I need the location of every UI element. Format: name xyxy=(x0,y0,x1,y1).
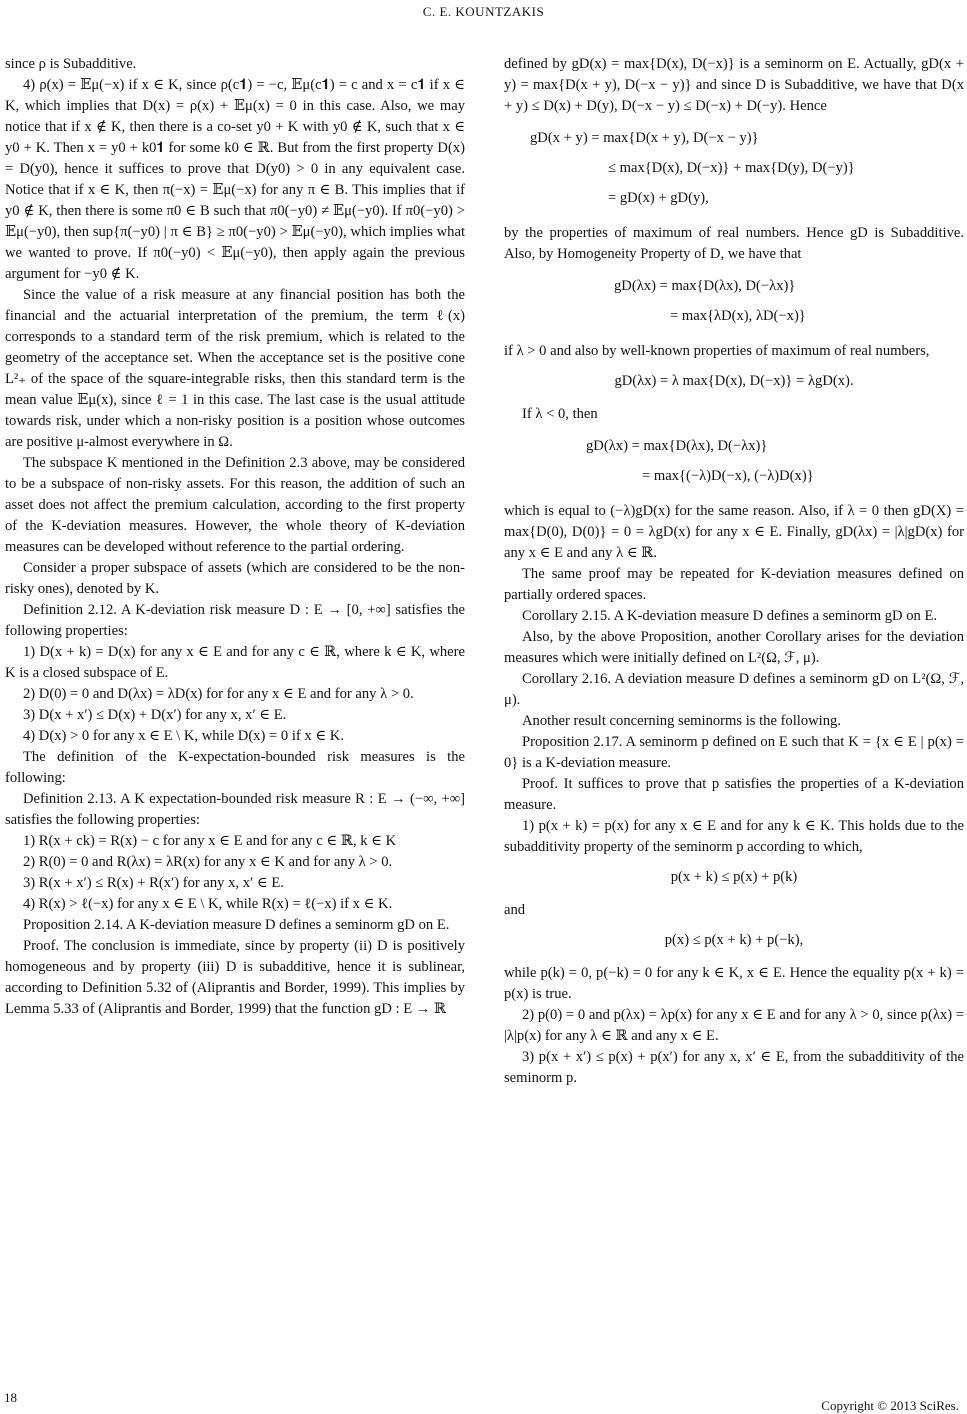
property-item: 3) D(x + x′) ≤ D(x) + D(x′) for any x, x′ ∈ E. xyxy=(23,707,287,723)
equation: gD(λx) = λ max{D(x), D(−x)} = λgD(x). xyxy=(614,373,854,389)
proposition: Proposition 2.17. A seminorm p defined on E such that K = {x ∈ E | p(x) = 0} is a K-deviation measure. xyxy=(504,734,964,771)
paragraph: by the properties of maximum of real numbers. Hence gD is Subadditive. Also, by Homogeneity Property of D, we have that xyxy=(504,225,964,262)
property-item: 1) R(x + ck) = R(x) − c for any x ∈ E and for any c ∈ ℝ, k ∈ K xyxy=(23,833,397,849)
paragraph: which is equal to (−λ)gD(x) for the same reason. Also, if λ = 0 then gD(X) = max{D(0), D(0)} = 0 = λgD(x) for any x ∈ E. Finally, gD(λx) = |λ|gD(x) for any x ∈ E and any λ ∈ ℝ. xyxy=(504,503,964,561)
paragraph: defined by gD(x) = max{D(x), D(−x)} is a seminorm on E. Actually, gD(x + y) = max{D(x + y), D(−x − y)} and since D is Subadditive, we have that D(x + y) ≤ D(x) + D(y), D(−x − y) ≤ D(−x) + D(−y). Hence xyxy=(504,56,964,114)
corollary: Corollary 2.16. A deviation measure D defines a seminorm gD on L²(Ω, ℱ, μ). xyxy=(504,671,964,708)
equation-line: gD(x + y) = max{D(x + y), D(−x − y)} xyxy=(530,130,759,146)
running-head: C. E. KOUNTZAKIS xyxy=(422,4,545,19)
equation-line: gD(λx) = max{D(λx), D(−λx)} xyxy=(614,278,796,294)
proof: Proof. The conclusion is immediate, since by property (ii) D is positively homogeneous and by property (iii) D is subadditive, hence it is sublinear, according to Definition 5.32 of (Aliprantis and Border, 1999). This implies by Lemma 5.33 of (Aliprantis and Border, 1999) that the function gD : E → ℝ xyxy=(5,938,465,1017)
paragraph: The same proof may be repeated for K-deviation measures defined on partially ordered spaces. xyxy=(504,566,964,603)
copyright-notice: Copyright © 2013 SciRes. xyxy=(821,1398,959,1413)
property-item: 3) R(x + x′) ≤ R(x) + R(x′) for any x, x′ ∈ E. xyxy=(23,875,284,891)
property-item: 2) D(0) = 0 and D(λx) = λD(x) for for any x ∈ E and for any λ > 0. xyxy=(23,686,414,702)
left-column xyxy=(5,54,465,1020)
paragraph: Another result concerning seminorms is the following. xyxy=(522,713,841,729)
definition: Definition 2.13. A K expectation-bounded risk measure R : E → (−∞, +∞] satisfies the following properties: xyxy=(5,791,465,828)
property-item: 3) p(x + x′) ≤ p(x) + p(x′) for any x, x′ ∈ E, from the subadditivity of the seminorm p. xyxy=(504,1049,964,1086)
paragraph: and xyxy=(504,902,526,918)
property-item: 4) R(x) > ℓ(−x) for any x ∈ E \ K, while R(x) = ℓ(−x) if x ∈ K. xyxy=(23,896,393,912)
definition: Definition 2.12. A K-deviation risk measure D : E → [0, +∞] satisfies the following properties: xyxy=(5,602,465,639)
equation-line: ≤ max{D(x), D(−x)} + max{D(y), D(−y)} xyxy=(608,160,855,176)
property-item: 1) p(x + k) = p(x) for any x ∈ E and for any k ∈ K. This holds due to the subadditivity property of the seminorm p according to which, xyxy=(504,818,964,855)
paragraph: The subspace K mentioned in the Definition 2.3 above, may be considered to be a subspace of non-risky assets. For this reason, the addition of such an asset does not affect the premium calculation, according to the first property of the K-deviation measures. However, the whole theory of K-deviation measures can be developed without reference to the partial ordering. xyxy=(5,455,465,555)
proof: Proof. It suffices to prove that p satisfies the properties of a K-deviation measure. xyxy=(504,776,964,813)
equation-line: = max{(−λ)D(−x), (−λ)D(x)} xyxy=(642,468,814,484)
paragraph: Consider a proper subspace of assets (which are considered to be the non-risky ones), denoted by K. xyxy=(5,560,465,597)
paragraph: while p(k) = 0, p(−k) = 0 for any k ∈ K, x ∈ E. Hence the equality p(x + k) = p(x) is true. xyxy=(504,965,964,1002)
paragraph: Since the value of a risk measure at any financial position has both the financial and the actuarial interpretation of the premium, the term ℓ(x) corresponds to a standard term of the risk premium, which is related to the geometry of the acceptance set. When the acceptance set is the positive cone L²₊ of the space of the square-integrable risks, then this standard term is the mean value 𝔼μ(x), since ℓ = 1 in this case. The last case is the usual attitude towards risk, under which a non-risky position is a position whose outcomes are positive μ-almost everywhere in Ω. xyxy=(5,287,465,450)
equation-line: gD(λx) = max{D(λx), D(−λx)} xyxy=(586,438,768,454)
property-item: 1) D(x + k) = D(x) for any x ∈ E and for any c ∈ ℝ, where k ∈ K, where K is a closed subspace of E. xyxy=(5,644,465,681)
equation-block xyxy=(586,431,964,491)
page-number: 18 xyxy=(4,1390,17,1405)
paragraph: since ρ is Subadditive. xyxy=(5,56,137,72)
paragraph: if λ > 0 and also by well-known properties of maximum of real numbers, xyxy=(504,343,930,359)
equation-line: = max{λD(x), λD(−x)} xyxy=(670,308,806,324)
paragraph: Also, by the above Proposition, another Corollary arises for the deviation measures which were initially defined on L²(Ω, ℱ, μ). xyxy=(504,629,964,666)
paragraph: The definition of the K-expectation-bounded risk measures is the following: xyxy=(5,749,465,786)
equation: p(x + k) ≤ p(x) + p(k) xyxy=(670,869,798,885)
equation: p(x) ≤ p(x + k) + p(−k), xyxy=(664,932,804,948)
paragraph: 4) ρ(x) = 𝔼μ(−x) if x ∈ K, since ρ(c𝟏) = −c, 𝔼μ(c𝟏) = c and x = c𝟏 if x ∈ K, which implies that D(x) = ρ(x) + 𝔼μ(x) = 0 in this case. Also, we may notice that if x ∉ K, then there is a co-set y0 + K with y0 ∉ K, such that x ∈ y0 + K. Then x = y0 + k0𝟏 for some k0 ∈ ℝ. But from the first property D(x) = D(y0), hence it suffices to prove that D(y0) > 0 in any equivalent case. Notice that if x ∈ K, then π(−x) = 𝔼μ(−x) for any π ∈ B. This implies that if y0 ∉ K, then there is some π0 ∈ B such that π0(−y0) ≠ 𝔼μ(−y0). If π0(−y0) > 𝔼μ(−y0), then sup{π(−y0) | π ∈ B} ≥ π0(−y0) > 𝔼μ(−y0), which implies what we wanted to prove. If π0(−y0) < 𝔼μ(−y0), then apply again the previous argument for −y0 ∉ K. xyxy=(5,77,465,282)
proposition: Proposition 2.14. A K-deviation measure D defines a seminorm gD on E. xyxy=(23,917,450,933)
right-column xyxy=(504,54,964,1089)
property-item: 4) D(x) > 0 for any x ∈ E \ K, while D(x) = 0 if x ∈ K. xyxy=(23,728,344,744)
paragraph: If λ < 0, then xyxy=(522,406,598,422)
equation-block xyxy=(530,123,964,213)
property-item: 2) p(0) = 0 and p(λx) = λp(x) for any x ∈ E and for any λ > 0, since p(λx) = |λ|p(x) for any λ ∈ ℝ and any x ∈ E. xyxy=(504,1007,965,1044)
property-item: 2) R(0) = 0 and R(λx) = λR(x) for any x ∈ K and for any λ > 0. xyxy=(23,854,393,870)
equation-block xyxy=(614,271,964,331)
corollary: Corollary 2.15. A K-deviation measure D defines a seminorm gD on E. xyxy=(522,608,938,624)
equation-line: = gD(x) + gD(y), xyxy=(608,190,709,206)
